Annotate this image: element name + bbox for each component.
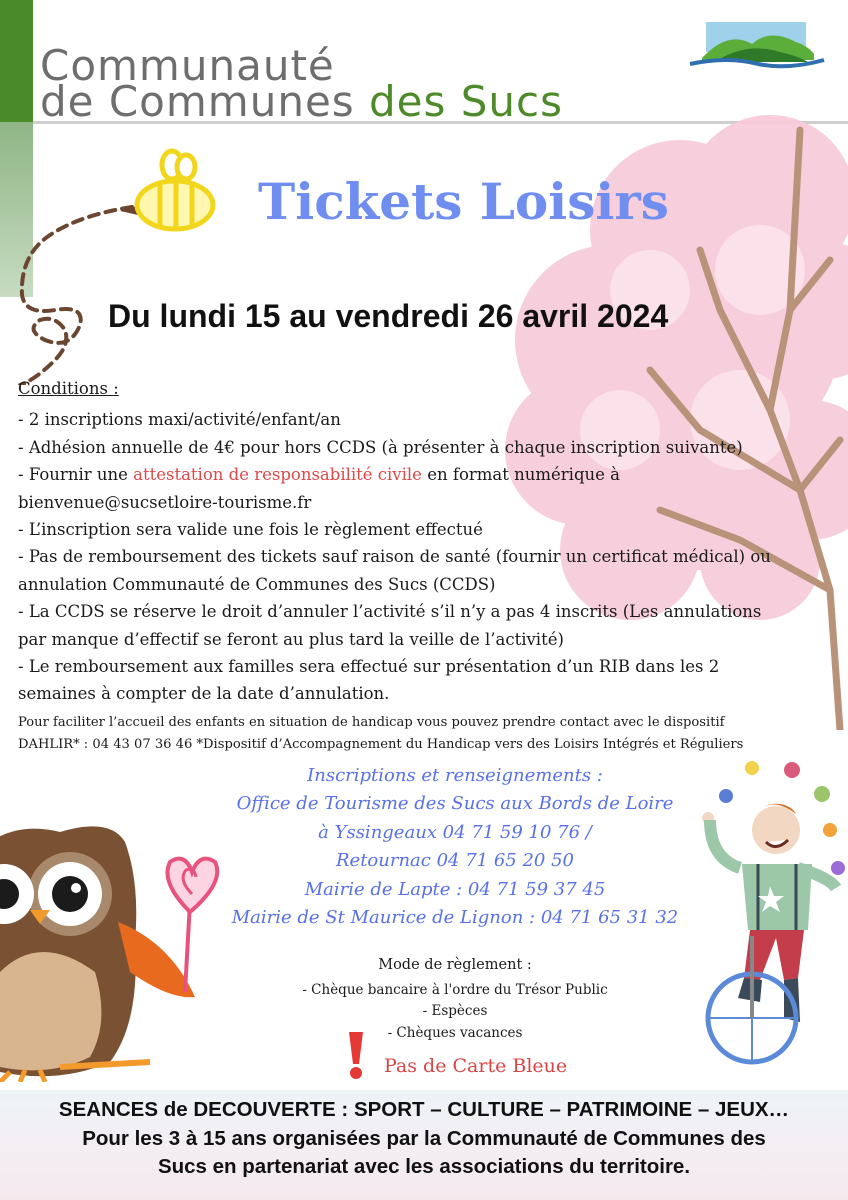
contacts-block [205,762,705,932]
footer-banner [14,1096,834,1182]
contact-line: à Yssingeaux 04 71 59 10 76 / [318,821,592,843]
payment-methods [270,955,640,1044]
payment-item: - Chèque bancaire à l'ordre du Trésor Public [302,981,608,998]
condition-line: - Le remboursement aux familles sera effectué sur présentation d’un RIB dans les 2 [18,657,720,677]
footer-line: SEANCES de DECOUVERTE : SPORT – CULTURE – PATRIMOINE – JEUX… [58,1098,790,1121]
exclamation-icon [345,1030,367,1080]
handicap-note [18,712,833,756]
condition-text: en format numérique à [421,465,620,485]
contacts-heading: Inscriptions et renseignements : [307,765,603,786]
condition-line: - L’inscription sera valide une fois le règlement effectué [18,520,483,540]
payment-title: Mode de règlement : [378,957,532,973]
org-name-part1: de Communes [40,77,370,126]
condition-line: - Adhésion annuelle de 4€ pour hors CCDS (à présenter à chaque inscription suivante) [18,437,743,457]
conditions-heading: Conditions : [18,379,119,398]
org-name-line2 [40,77,564,126]
condition-text: - Fournir une [18,465,134,485]
condition-line: - 2 inscriptions maxi/activité/enfant/an [18,410,341,430]
contact-line: Mairie de Lapte : 04 71 59 37 45 [304,878,606,900]
no-card-warning: Pas de Carte Bleue [384,1055,568,1077]
contact-line: Office de Tourisme des Sucs aux Bords de Loire [236,793,674,815]
bee-icon [0,145,230,385]
juggler-unicycle-illustration [680,758,848,1068]
handicap-note-line: DAHLIR* : 04 43 07 36 46 *Dispositif d’Accompagnement du Handicap vers des Loisirs Intégrés et Réguliers [18,737,744,752]
hills-landscape-logo [688,20,826,74]
condition-line: - La CCDS se réserve le droit d’annuler l’activité s’il n’y a pas 4 inscrits (Les annulations [18,602,762,622]
page-title: Tickets Loisirs [258,172,669,231]
event-dates: Du lundi 15 au vendredi 26 avril 2024 [108,298,669,334]
condition-line [18,461,833,488]
insurance-certificate-highlight: attestation de responsabilité civile [133,465,422,485]
condition-line: - Pas de remboursement des tickets sauf raison de santé (fournir un certificat médical) ou [18,547,771,567]
conditions-section [18,375,833,708]
payment-item: - Chèques vacances [387,1024,523,1041]
payment-item: - Espèces [422,1003,488,1020]
contact-line: Mairie de St Maurice de Lignon : 04 71 65 31 32 [231,907,679,929]
contact-line: Retournac 04 71 65 20 50 [335,850,574,872]
footer-line: Pour les 3 à 15 ans organisées par la Communauté de Communes des [82,1126,766,1150]
footer-line: Sucs en partenariat avec les associations du territoire. [157,1155,691,1178]
handicap-note-line: Pour faciliter l’accueil des enfants en situation de handicap vous pouvez prendre contact avec le dispositif [18,715,725,730]
contact-email: bienvenue@sucsetloire-tourisme.fr [18,492,312,512]
org-name-part2: des Sucs [369,77,564,126]
org-name-line1: Communauté [40,41,335,90]
condition-line: par manque d’effectif se feront au plus tard la veille de l’activité) [18,629,564,649]
owl-illustration [0,822,240,1082]
condition-line: semaines à compter de la date d’annulation. [18,684,390,704]
condition-line: annulation Communauté de Communes des Sucs (CCDS) [18,574,496,594]
header-green-bar [0,0,33,122]
